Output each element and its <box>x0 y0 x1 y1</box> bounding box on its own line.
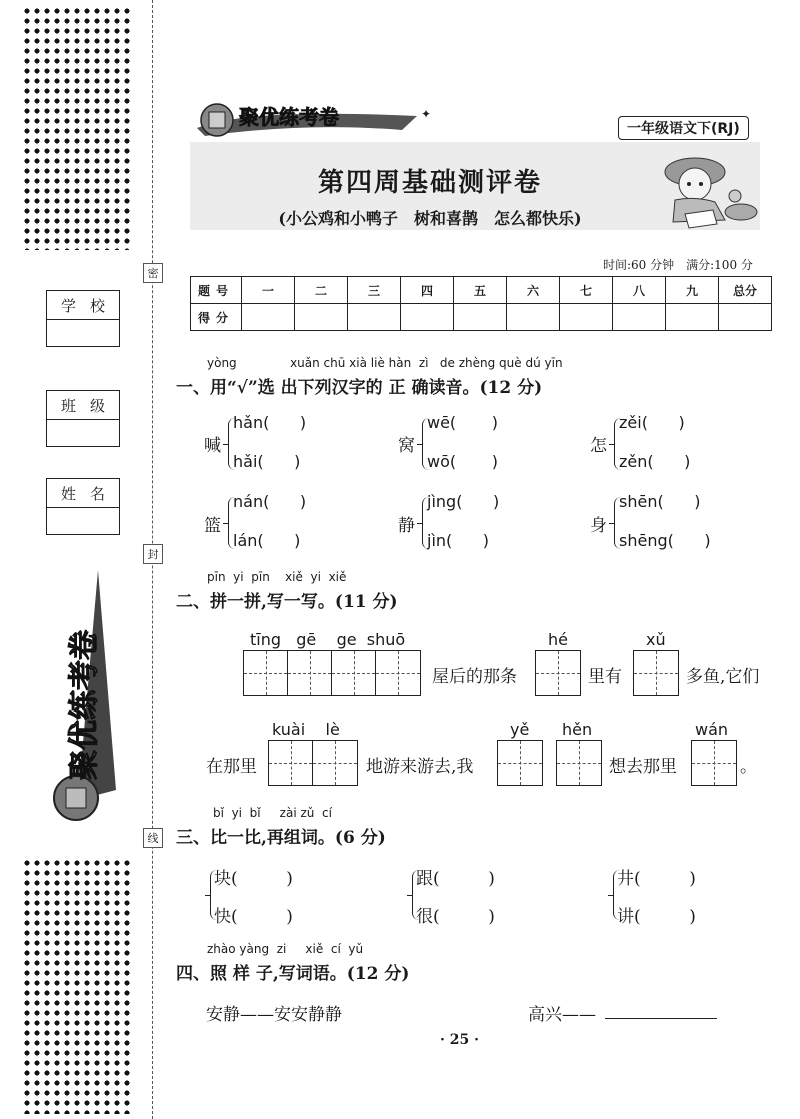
tianzige-cell[interactable] <box>557 741 601 785</box>
page-number: · 25 · <box>440 1032 479 1048</box>
school-field[interactable] <box>47 320 119 346</box>
tianzige-grid[interactable] <box>535 650 581 696</box>
name-box <box>46 478 120 535</box>
tianzige-cell[interactable] <box>536 651 580 695</box>
s1-option[interactable]: zěi( ) <box>619 413 685 432</box>
s3-item[interactable]: 块( ) <box>214 869 293 889</box>
seal-char-xian: 线 <box>143 828 163 848</box>
s3-item[interactable]: 很( ) <box>416 907 495 927</box>
s2-text: 想去那里 <box>609 757 677 777</box>
s1-option[interactable]: jìng( ) <box>427 492 500 511</box>
score-table-header-row <box>191 277 772 304</box>
s1-option[interactable]: nán( ) <box>233 492 307 511</box>
s4-example: 安静——安安静静 <box>206 1005 342 1025</box>
tianzige-grid[interactable] <box>497 740 543 786</box>
score-input-cell[interactable] <box>295 304 348 331</box>
s4-answer-line[interactable] <box>605 1018 717 1019</box>
score-input-cell[interactable] <box>507 304 560 331</box>
name-field[interactable] <box>47 508 119 534</box>
tianzige-cell[interactable] <box>498 741 542 785</box>
score-input-cell[interactable] <box>613 304 666 331</box>
tianzige-grid[interactable] <box>556 740 602 786</box>
score-table-score-row <box>191 304 772 331</box>
time-score-info: 时间:60 分钟 满分:100 分 <box>603 258 753 272</box>
reading-girl-illustration <box>655 150 760 230</box>
score-input-cell[interactable] <box>454 304 507 331</box>
s1-option[interactable]: hǎn( ) <box>233 413 307 432</box>
class-box <box>46 390 120 447</box>
score-cell: 八 <box>613 277 666 304</box>
score-table <box>190 276 772 331</box>
dot-pattern-top <box>22 6 132 250</box>
tianzige-grid[interactable] <box>268 740 358 786</box>
s1-char: 窝 <box>398 436 415 456</box>
tianzige-cell[interactable] <box>269 741 313 785</box>
section1-pinyin: yòng xuǎn chū xià liè hàn zì de zhèng què dú yīn <box>207 356 563 370</box>
s4-task: 高兴—— <box>528 1005 596 1025</box>
s2-pinyin: yě <box>510 720 530 739</box>
s1-option[interactable]: lán( ) <box>233 531 301 550</box>
brand-banner <box>187 98 447 138</box>
s2-text: 多鱼,它们 <box>686 667 760 687</box>
s2-pinyin: wán <box>695 720 729 739</box>
section1-title: 一、用“√”选 出下列汉字的 正 确读音。(12 分) <box>176 378 543 398</box>
tianzige-grid[interactable] <box>691 740 737 786</box>
s1-option[interactable]: wō( ) <box>427 452 498 471</box>
section4-title: 四、照 样 子,写词语。(12 分) <box>176 964 410 984</box>
s2-pinyin: hé <box>548 630 568 649</box>
s1-char: 喊 <box>204 436 221 456</box>
school-label: 学校 <box>47 291 119 320</box>
score-cell: 一 <box>242 277 295 304</box>
s3-item[interactable]: 跟( ) <box>416 869 495 889</box>
score-input-cell[interactable] <box>560 304 613 331</box>
brand-text: 聚优练考卷 <box>239 105 339 129</box>
score-cell: 六 <box>507 277 560 304</box>
tianzige-cell[interactable] <box>244 651 288 695</box>
score-cell: 七 <box>560 277 613 304</box>
s1-option[interactable]: shēng( ) <box>619 531 711 550</box>
seal-char-mi: 密 <box>143 263 163 283</box>
s2-pinyin: kuài lè <box>272 720 340 739</box>
score-cell: 三 <box>348 277 401 304</box>
s2-text: 屋后的那条 <box>432 667 517 687</box>
vertical-brand-logo <box>38 560 118 830</box>
score-input-cell[interactable] <box>401 304 454 331</box>
tianzige-grid[interactable] <box>633 650 679 696</box>
score-cell: 四 <box>401 277 454 304</box>
score-input-cell[interactable] <box>666 304 719 331</box>
s1-option[interactable]: hǎi( ) <box>233 452 301 471</box>
s2-text: 。 <box>740 757 757 777</box>
score-cell: 九 <box>666 277 719 304</box>
s2-text: 在那里 <box>206 757 257 777</box>
score-input-cell[interactable] <box>242 304 295 331</box>
score-cell: 总分 <box>719 277 772 304</box>
page-subtitle: (小公鸡和小鸭子 树和喜鹊 怎么都快乐) <box>278 209 582 228</box>
school-box <box>46 290 120 347</box>
grade-label: 一年级语文下(RJ) <box>618 116 749 140</box>
page-title: 第四周基础测评卷 <box>317 168 542 198</box>
s1-option[interactable]: wē( ) <box>427 413 499 432</box>
score-row-label: 得分 <box>191 304 242 331</box>
s2-pinyin: hěn <box>562 720 593 739</box>
section3-pinyin: bǐ yi bǐ zài zǔ cí <box>213 806 332 820</box>
tianzige-cell[interactable] <box>313 741 357 785</box>
s1-option[interactable]: shēn( ) <box>619 492 701 511</box>
vertical-brand-text: 聚优练考卷 <box>67 630 102 780</box>
s3-item[interactable]: 井( ) <box>617 869 696 889</box>
dot-pattern-bottom <box>22 858 132 1114</box>
s3-item[interactable]: 讲( ) <box>617 907 696 927</box>
score-input-cell[interactable] <box>348 304 401 331</box>
score-input-cell[interactable] <box>719 304 772 331</box>
s1-char: 怎 <box>590 436 607 456</box>
name-label: 姓名 <box>47 479 119 508</box>
class-field[interactable] <box>47 420 119 446</box>
s2-text: 里有 <box>588 667 622 687</box>
s1-char: 身 <box>590 516 607 536</box>
tianzige-cell[interactable] <box>288 651 332 695</box>
seal-char-feng: 封 <box>143 544 163 564</box>
section3-title: 三、比一比,再组词。(6 分) <box>176 828 386 848</box>
s3-item[interactable]: 快( ) <box>214 907 293 927</box>
class-label: 班级 <box>47 391 119 420</box>
section2-pinyin: pīn yi pīn xiě yi xiě <box>207 570 347 584</box>
s2-pinyin: tīng gē ge shuō <box>250 630 406 649</box>
score-cell: 题号 <box>191 277 242 304</box>
score-cell: 二 <box>295 277 348 304</box>
s1-option[interactable]: jìn( ) <box>427 531 490 550</box>
s2-pinyin: xǔ <box>646 630 666 649</box>
section4-pinyin: zhào yàng zi xiě cí yǔ <box>207 942 364 956</box>
section2-title: 二、拼一拼,写一写。(11 分) <box>176 592 398 612</box>
s1-char: 静 <box>398 516 415 536</box>
tianzige-grid[interactable] <box>243 650 421 696</box>
s1-char: 篮 <box>204 516 221 536</box>
tianzige-cell[interactable] <box>332 651 376 695</box>
tianzige-cell[interactable] <box>376 651 420 695</box>
tianzige-cell[interactable] <box>692 741 736 785</box>
sparkle-icon: ✦ <box>421 107 432 121</box>
score-cell: 五 <box>454 277 507 304</box>
s1-option[interactable]: zěn( ) <box>619 452 691 471</box>
tianzige-cell[interactable] <box>634 651 678 695</box>
s2-text: 地游来游去,我 <box>366 757 474 777</box>
